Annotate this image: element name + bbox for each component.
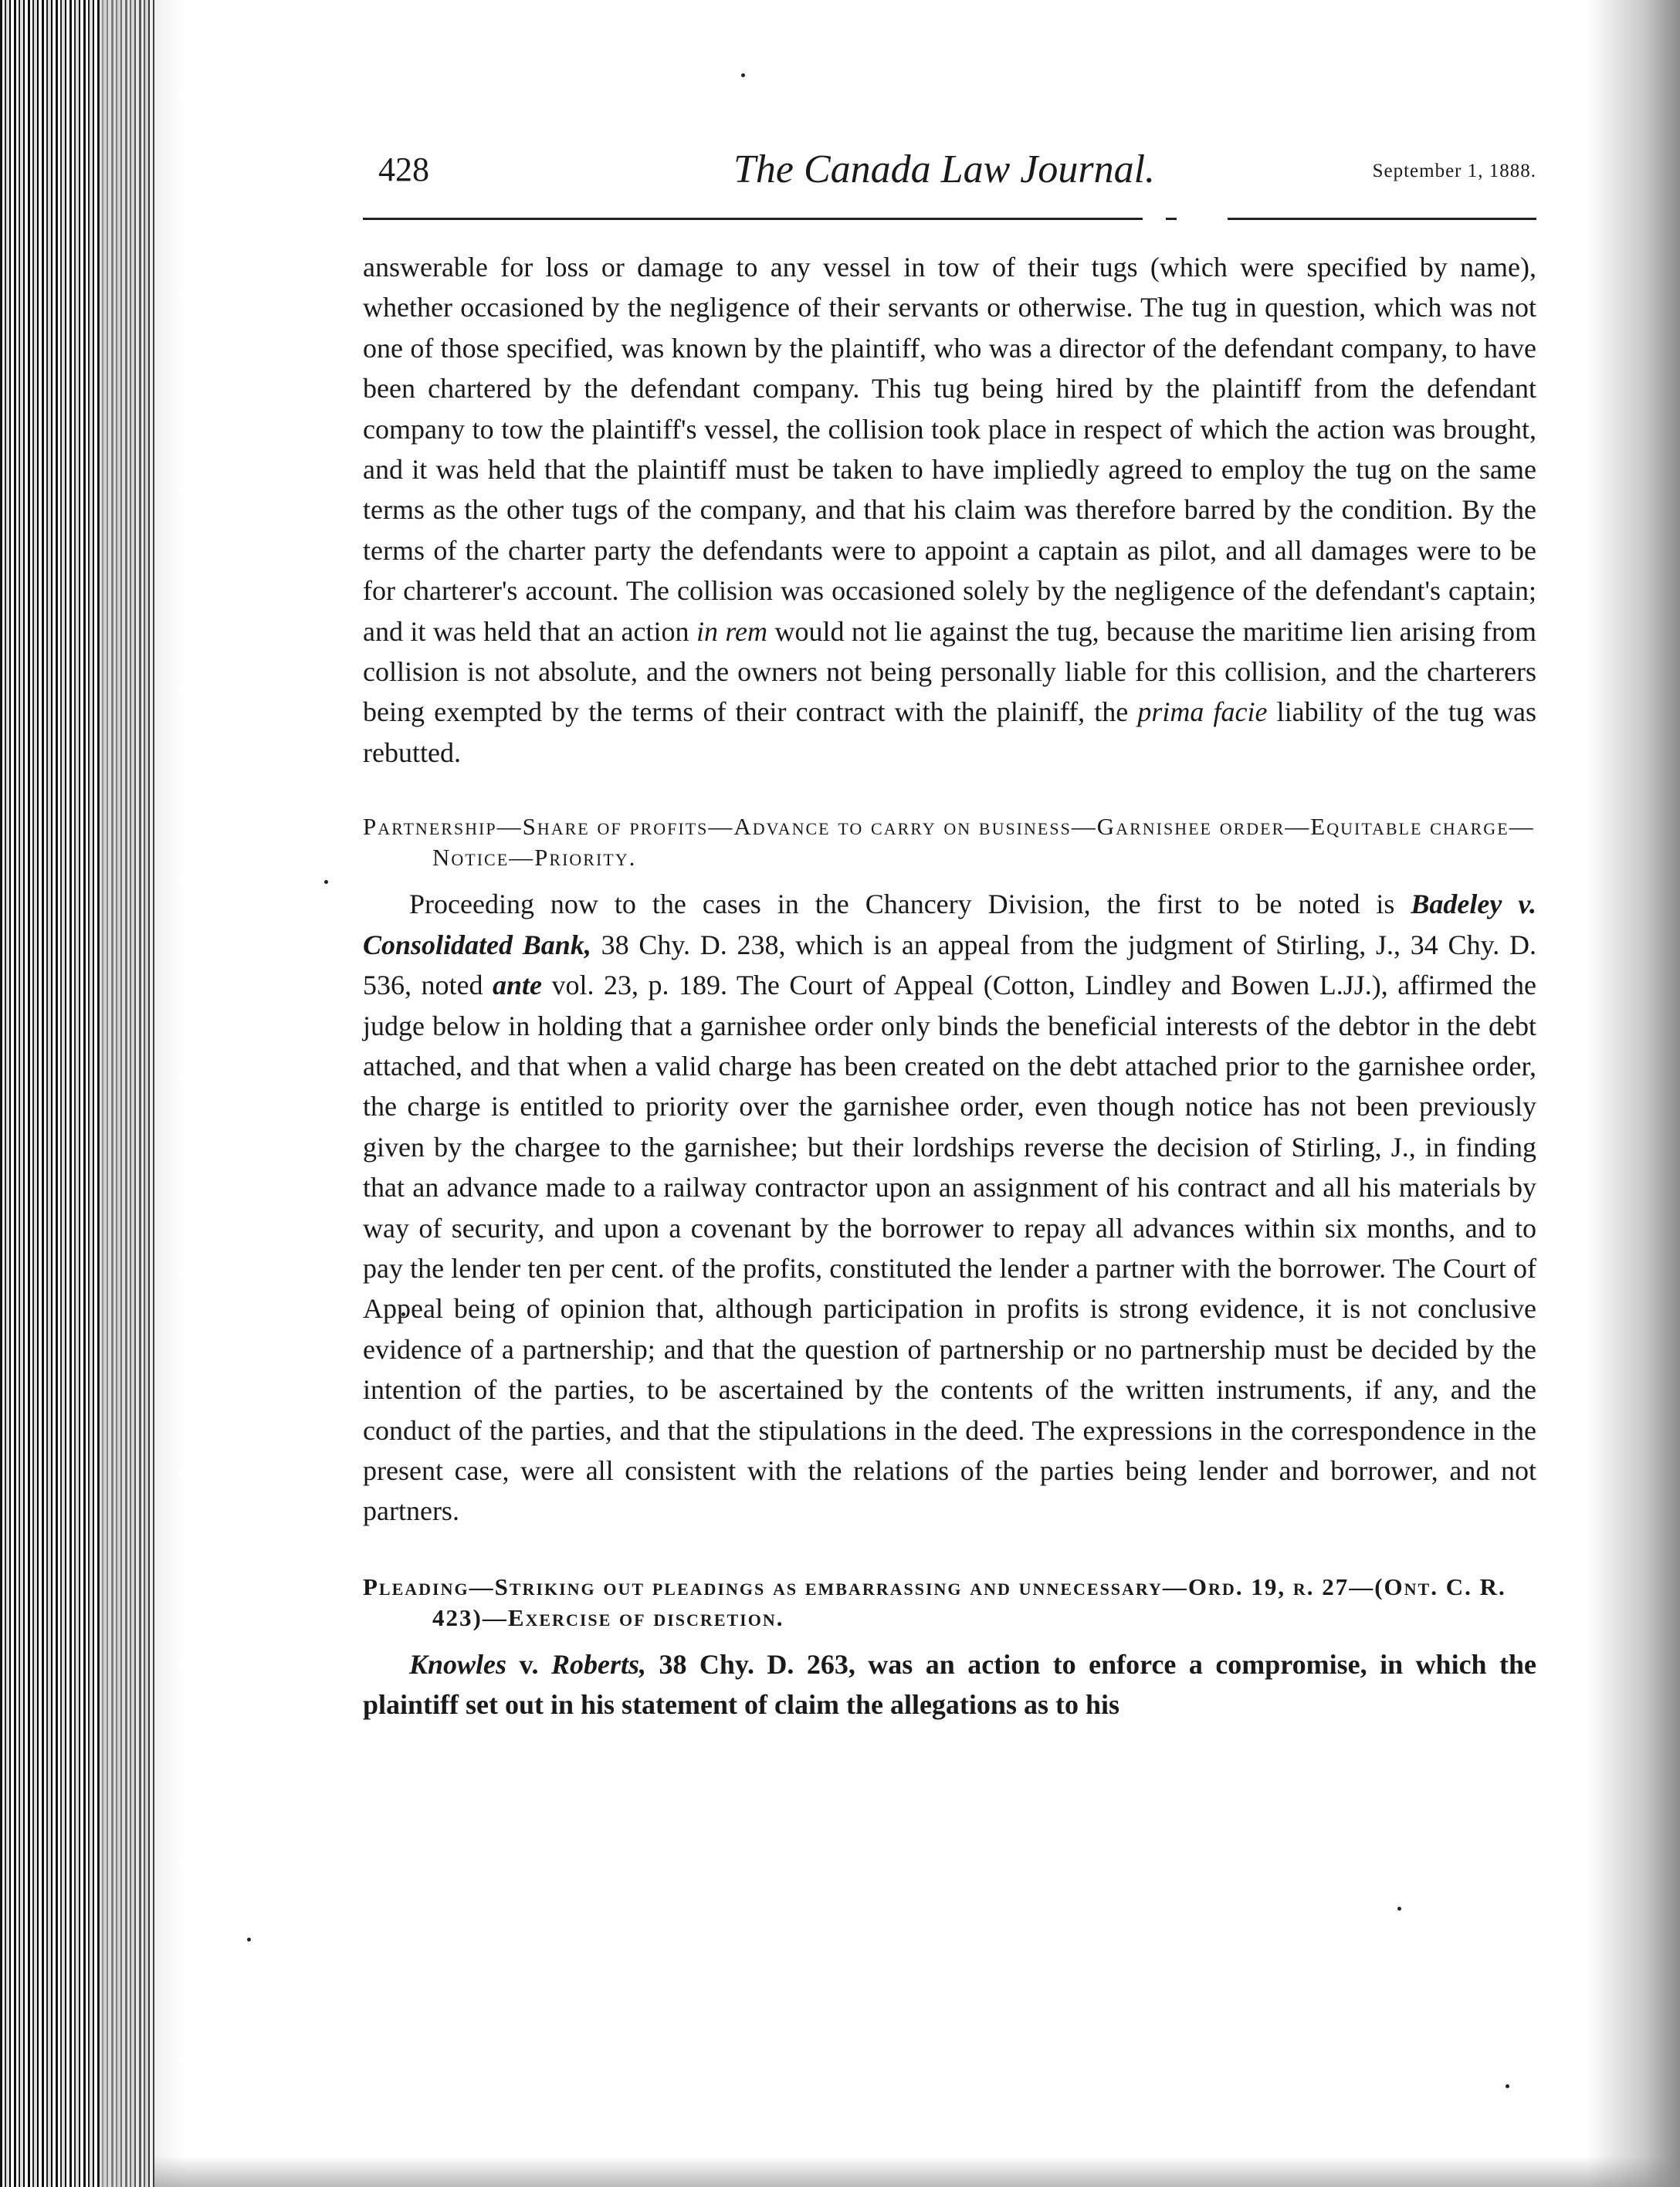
section-heading-pleading: Pleading—Striking out pleadings as embarrassing and unnecessary—Ord. 19, r. 27—(Ont. C. R. 423)—Exercise of discretion.	[363, 1573, 1506, 1631]
document-page	[363, 147, 1537, 1721]
binding-shadow	[100, 0, 185, 2187]
page-number: 428	[378, 151, 429, 188]
paragraph-continued: answerable for loss or damage to any vessel in tow of their tugs (which were specified by name), whether occasioned by the negligence of their servants or otherwise. The tug in question, which was not one of those specified, was known by the plaintiff, who was a director of the defendant company, to have been chartered by the defendant company. This tug being hired by the plaintiff from the defendant company to tow the plaintiff's vessel, the collision took place in respect of which the action was brought, and it was held that the plaintiff must be taken to have impliedly agreed to employ the tug on the same terms as the other tugs of the company, and that his claim was therefore barred by the condition. By the terms of the charter party the defendants were to appoint a captain as pilot, and all damages were to be for charterer's account. The collision was occasioned solely by the negligence of the defendant's captain; and it was held that an action in rem would not lie against the tug, because the maritime lien arising from collision is not absolute, and the owners not being personally liable for this collision, and the charterers being exempted by the terms of their contract with the plainiff, the prima facie liability of the tug was rebutted.	[363, 252, 1537, 768]
paragraph-knowles: Knowles v. Roberts, 38 Chy. D. 263, was an action to enforce a compromise, in which the plaintiff set out in his statement of claim the allegations as to his	[363, 1648, 1537, 1721]
page-header	[363, 147, 1536, 201]
issue-date: September 1, 1888.	[1372, 161, 1536, 181]
header-rule	[1228, 218, 1536, 220]
page-edge-bottom	[154, 2156, 1680, 2187]
paragraph-badeley: Proceeding now to the cases in the Chancery Division, the first to be noted is Badeley v. Consolidated Bank, 38 Chy. D. 238, which is an appeal from the judgment of Stirling, J., 34 Chy. D. 536, noted ante vol. 23, p. 189. The Court of Appeal (Cotton, Lindley and Bowen L.JJ.), affirmed the judge below in holding that a garnishee order only binds the beneficial interests of the debtor in the debt attached, and that when a valid charge has been created on the debt attached prior to the garnishee order, the charge is entitled to priority over the garnishee order, even though notice has not been previously given by the chargee to the garnishee; but their lordships reverse the decision of Stirling, J., in finding that an advance made to a railway contractor upon an assignment of his contract and all his materials by way of security, and upon a covenant by the borrower to repay all advances within six months, and to pay the lender ten per cent. of the profits, constituted the lender a partner with the borrower. The Court of Appeal being of opinion that, although participation in profits is strong evidence, it is not conclusive evidence of a partnership; and that the question of partnership or no partnership must be decided by the intention of the parties, to be ascertained by the contents of the written instruments, if any, and the conduct of the parties, and that the stipulations in the deed. The expressions in the correspondence in the present case, were all consistent with the relations of the parties being lender and borrower, and not partners.	[363, 889, 1536, 1527]
header-rule	[1166, 218, 1177, 220]
section-heading-partnership: Partnership—Share of profits—Advance to carry on business—Garnishee order—Equitable charge—Notice—Priority.	[363, 813, 1535, 872]
page-edge-right	[1587, 0, 1680, 2187]
journal-title: The Canada Law Journal.	[733, 147, 1156, 191]
article-body	[363, 247, 1536, 1725]
header-rule	[363, 218, 1143, 220]
